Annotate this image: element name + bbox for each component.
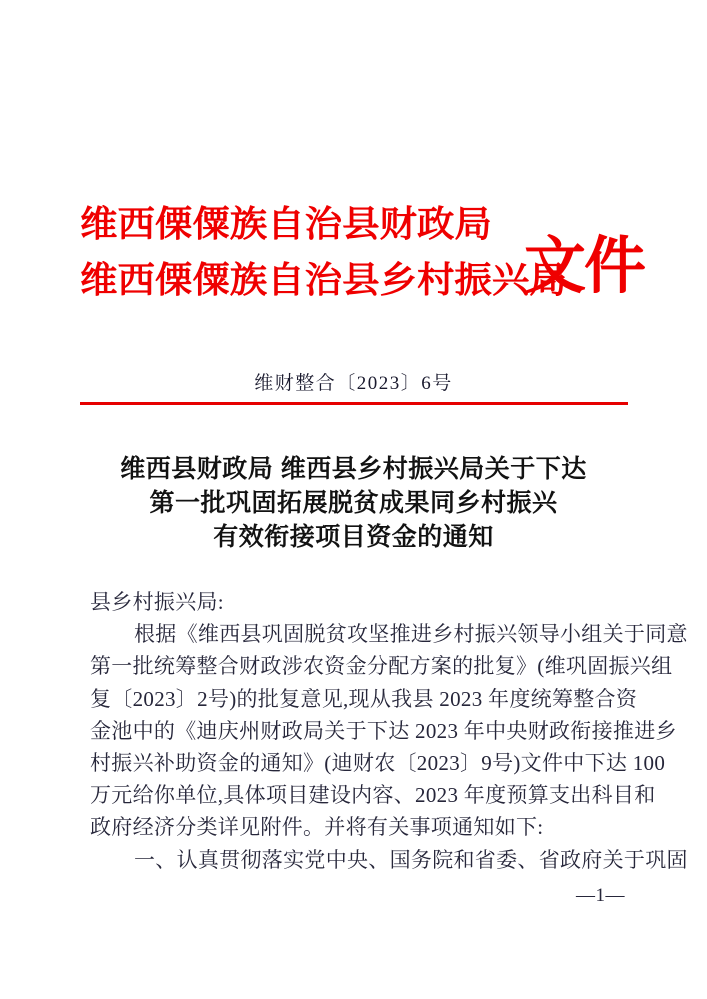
body-line: 根据《维西县巩固脱贫攻坚推进乡村振兴领导小组关于同意 <box>134 622 688 647</box>
issuing-agency-line-1: 维西傈僳族自治县财政局 <box>80 204 492 244</box>
document-word-label: 文件 <box>524 233 645 301</box>
document-title-line-1: 维西县财政局 维西县乡村振兴局关于下达 <box>120 455 587 483</box>
issuing-agency-names <box>80 196 567 308</box>
document-body <box>90 586 688 876</box>
document-number: 维财整合〔2023〕6号 <box>254 373 453 394</box>
body-line: 村振兴补助资金的通知》(迪财农〔2023〕9号)文件中下达 100 <box>90 751 666 776</box>
document-title-line-2: 第一批巩固拓展脱贫成果同乡村振兴 <box>149 489 558 517</box>
body-line: 复〔2023〕2号)的批复意见,现从我县 2023 年度统筹整合资 <box>90 686 638 711</box>
red-separator-rule <box>80 402 628 405</box>
body-line: 第一批统筹整合财政涉农资金分配方案的批复》(维巩固振兴组 <box>90 654 673 679</box>
body-line: 政府经济分类详见附件。并将有关事项通知如下: <box>90 815 544 840</box>
body-line: 金池中的《迪庆州财政局关于下达 2023 年中央财政衔接推进乡 <box>90 718 677 743</box>
document-title <box>0 452 707 554</box>
document-title-line-3: 有效衔接项目资金的通知 <box>213 523 494 551</box>
issuing-agency-line-2: 维西傈僳族自治县乡村振兴局 <box>80 260 567 300</box>
body-line: 万元给你单位,具体项目建设内容、2023 年度预算支出科目和 <box>90 783 656 808</box>
page-number: —1— <box>576 885 625 906</box>
body-line-item-one: 一、认真贯彻落实党中央、国务院和省委、省政府关于巩固 <box>134 847 688 872</box>
letterhead <box>0 196 707 346</box>
salutation: 县乡村振兴局: <box>90 590 224 614</box>
